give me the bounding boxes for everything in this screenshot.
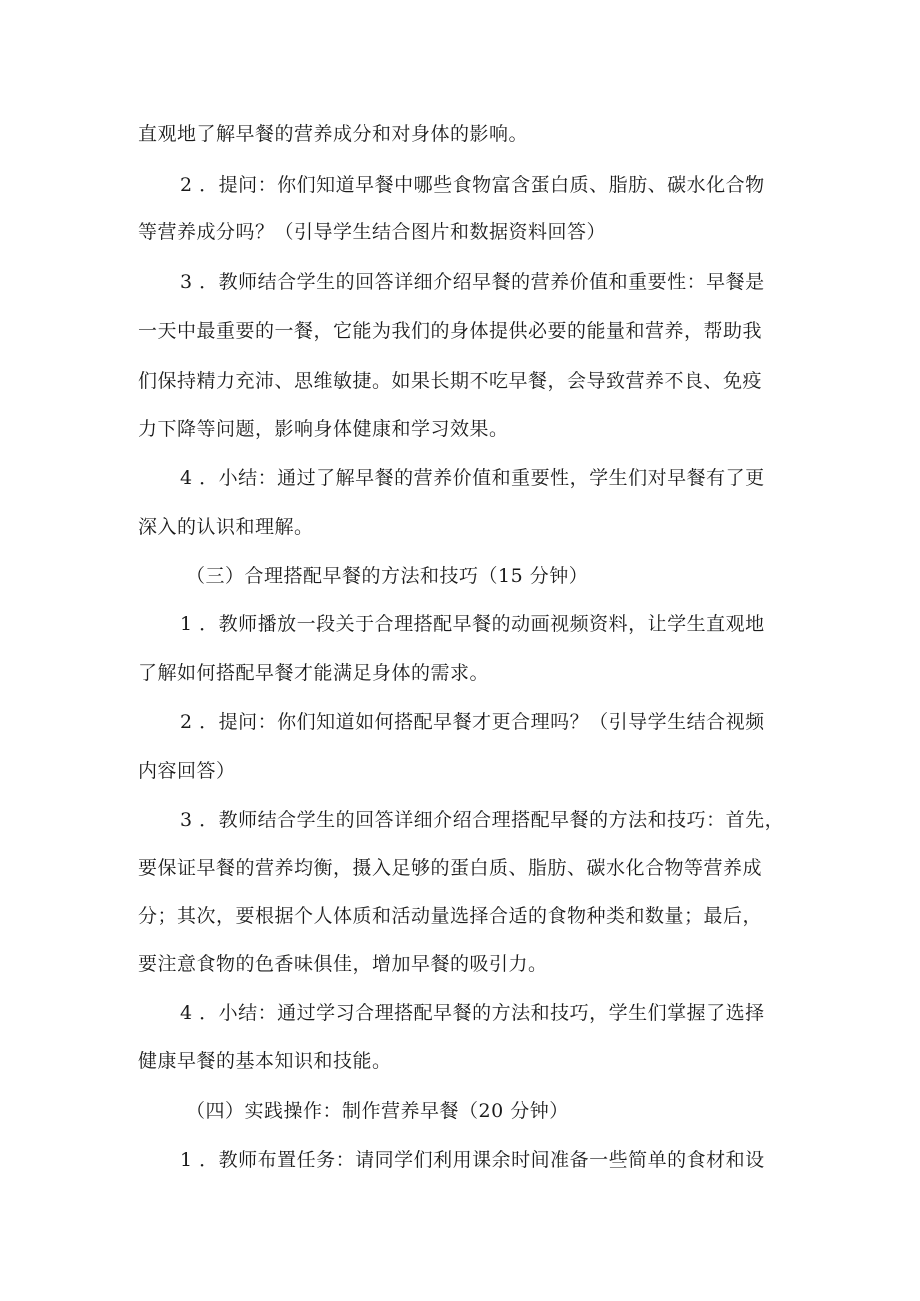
item-3-teacher-line: 3 ．教师结合学生的回答详细介绍早餐的营养价值和重要性：早餐是 [180, 271, 765, 293]
body-text-line: 要注意食物的色香味俱佳，增加早餐的吸引力。 [138, 953, 548, 975]
body-text-line: 了解如何搭配早餐才能满足身体的需求。 [138, 662, 490, 684]
item-4-summary-line: 4 ．小结：通过学习合理搭配早餐的方法和技巧，学生们掌握了选择 [180, 1002, 765, 1024]
item-2-question-line: 2 ．提问：你们知道如何搭配早餐才更合理吗？（引导学生结合视频 [180, 711, 765, 733]
body-text-line: 们保持精力充沛、思维敏捷。如果长期不吃早餐，会导致营养不良、免疫 [138, 370, 763, 392]
body-text-line: 健康早餐的基本知识和技能。 [138, 1050, 392, 1072]
body-text-line: 一天中最重要的一餐，它能为我们的身体提供必要的能量和营养，帮助我 [138, 320, 763, 342]
section-heading-4: （四）实践操作：制作营养早餐（20 分钟） [186, 1100, 569, 1122]
body-text-line: 要保证早餐的营养均衡，摄入足够的蛋白质、脂肪、碳水化合物等营养成 [138, 857, 763, 879]
item-1-task-line: 1 ．教师布置任务：请同学们利用课余时间准备一些简单的食材和设 [180, 1149, 765, 1171]
body-text-line: 分；其次，要根据个人体质和活动量选择合适的食物种类和数量；最后， [138, 905, 763, 927]
item-4-summary-line: 4 ．小结：通过了解早餐的营养价值和重要性，学生们对早餐有了更 [180, 467, 765, 489]
item-2-question-line: 2 ．提问：你们知道早餐中哪些食物富含蛋白质、脂肪、碳水化合物 [180, 174, 765, 196]
section-heading-3: （三）合理搭配早餐的方法和技巧（15 分钟） [186, 565, 589, 587]
item-3-teacher-line: 3 ．教师结合学生的回答详细介绍合理搭配早餐的方法和技巧：首先， [180, 809, 785, 831]
body-text-line: 直观地了解早餐的营养成分和对身体的影响。 [138, 123, 529, 145]
body-text-line: 力下降等问题，影响身体健康和学习效果。 [138, 418, 509, 440]
body-text-line: 等营养成分吗？（引导学生结合图片和数据资料回答） [138, 221, 607, 243]
body-text-line: 内容回答） [138, 760, 236, 782]
body-text-line: 深入的认识和理解。 [138, 516, 314, 538]
item-1-video-line: 1 ．教师播放一段关于合理搭配早餐的动画视频资料，让学生直观地 [180, 613, 765, 635]
